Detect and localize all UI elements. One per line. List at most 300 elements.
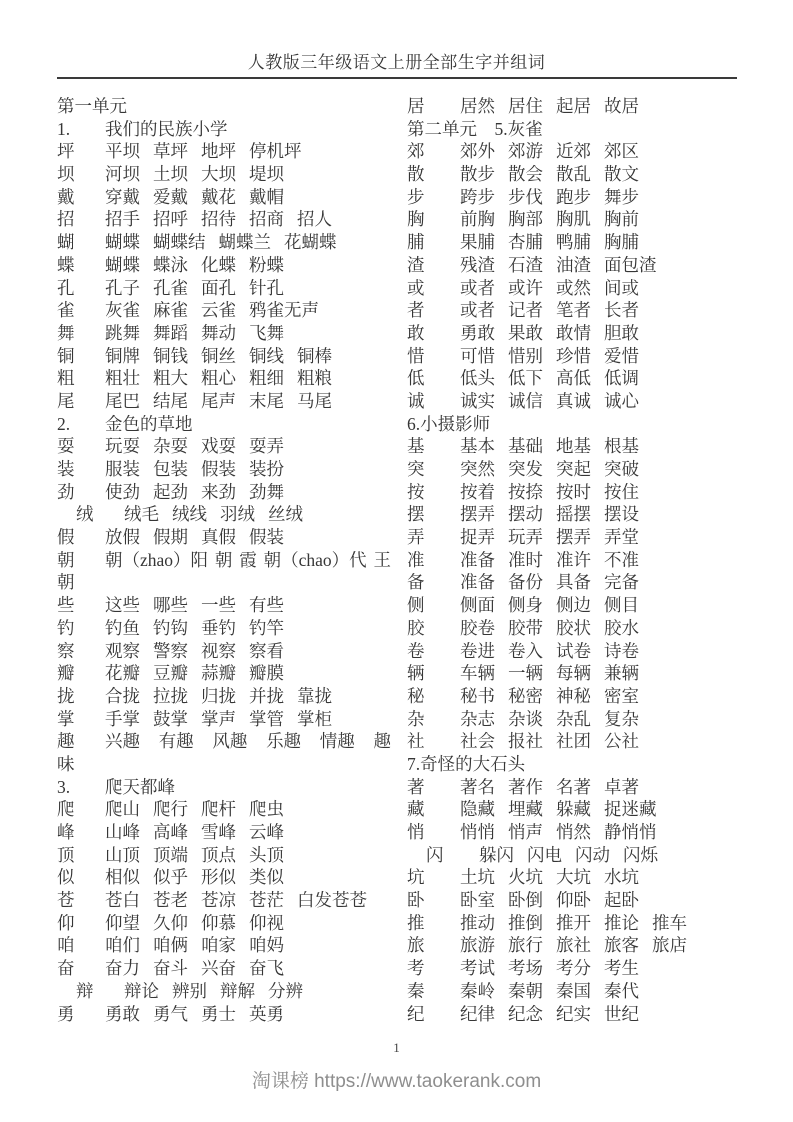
head-character: 卷 bbox=[407, 640, 425, 661]
word-list bbox=[479, 844, 658, 867]
word: 胶状 bbox=[556, 617, 591, 638]
vocab-row bbox=[57, 798, 391, 821]
lesson-number: 2. bbox=[57, 413, 71, 434]
vocab-row bbox=[407, 730, 741, 753]
word: 故居 bbox=[604, 96, 639, 116]
word: 杂谈 bbox=[508, 708, 543, 729]
word: 察看 bbox=[249, 640, 284, 661]
vocab-row bbox=[57, 957, 391, 980]
word-list bbox=[460, 821, 657, 844]
word: 粗壮 bbox=[105, 368, 140, 389]
vocab-row bbox=[407, 957, 741, 980]
vocab-row bbox=[57, 889, 391, 912]
word-list bbox=[105, 821, 284, 844]
vocab-row bbox=[407, 662, 741, 685]
word: 社团 bbox=[556, 731, 591, 752]
word: 或者 bbox=[460, 277, 495, 298]
head-character: 摆 bbox=[407, 504, 425, 525]
word: 假装 bbox=[201, 459, 236, 479]
word: 突破 bbox=[604, 459, 639, 479]
vocab-row bbox=[407, 1003, 741, 1026]
word-list bbox=[105, 299, 319, 322]
word-list bbox=[105, 640, 284, 663]
word: 手掌 bbox=[105, 708, 140, 729]
word: 杂志 bbox=[460, 708, 495, 729]
word-list bbox=[105, 481, 284, 504]
word: 低调 bbox=[604, 368, 639, 389]
word: 归拢 bbox=[201, 685, 236, 706]
word: 似乎 bbox=[153, 867, 188, 888]
head-character: 闪 bbox=[426, 844, 444, 865]
word: 一些 bbox=[201, 595, 236, 616]
word: 麻雀 bbox=[153, 300, 188, 321]
word: 秘书 bbox=[460, 685, 495, 706]
vocab-row bbox=[407, 435, 741, 458]
word: 闪动 bbox=[575, 844, 610, 865]
word: 杏脯 bbox=[508, 232, 543, 253]
head-character: 杂 bbox=[407, 708, 425, 729]
word: 咱俩 bbox=[153, 935, 188, 956]
word-list bbox=[105, 957, 284, 980]
word: 飞舞 bbox=[249, 322, 284, 343]
vocab-row bbox=[57, 526, 391, 549]
word: 著名 bbox=[460, 776, 495, 797]
vocab-row bbox=[407, 231, 741, 254]
vocab-row bbox=[57, 708, 391, 731]
word: 马尾 bbox=[297, 390, 332, 411]
head-character: 考 bbox=[407, 958, 425, 979]
word: 火坑 bbox=[508, 867, 543, 888]
page-title: 人教版三年级语文上册全部生字并组词 bbox=[247, 53, 546, 72]
word: 爬行 bbox=[153, 799, 188, 820]
word: 大坝 bbox=[201, 164, 236, 185]
vocab-row bbox=[407, 526, 741, 549]
word: 装扮 bbox=[249, 459, 284, 479]
word-list bbox=[460, 617, 639, 640]
word: 云雀 bbox=[201, 300, 236, 321]
head-character: 辆 bbox=[407, 663, 425, 684]
word: 粗心 bbox=[201, 368, 236, 389]
word-list bbox=[460, 912, 687, 935]
word: 胶带 bbox=[508, 617, 543, 638]
word: 蝴蝶结 bbox=[153, 232, 206, 253]
word: 假期 bbox=[153, 527, 188, 548]
vocab-row bbox=[407, 208, 741, 231]
word: 卷入 bbox=[508, 640, 543, 661]
word: 胸部 bbox=[508, 209, 543, 230]
word-list bbox=[460, 662, 639, 685]
line-text: 第二单元 5.灰雀 bbox=[407, 118, 543, 139]
head-character: 绒 bbox=[76, 504, 94, 525]
word-list bbox=[460, 526, 639, 549]
head-character: 招 bbox=[57, 209, 75, 230]
word: 跳舞 bbox=[105, 322, 140, 343]
word: 英勇 bbox=[249, 1003, 284, 1024]
word-list bbox=[460, 594, 639, 617]
line-text: 味 bbox=[57, 753, 75, 774]
lesson-number: 3. bbox=[57, 776, 71, 797]
word: 结尾 bbox=[153, 390, 188, 411]
word-list bbox=[460, 730, 639, 753]
word: 舞步 bbox=[604, 186, 639, 207]
word: 按着 bbox=[460, 481, 495, 502]
word: 仰视 bbox=[249, 912, 284, 933]
head-character: 瓣 bbox=[57, 663, 75, 684]
word: 珍惜 bbox=[556, 345, 591, 366]
word: 孔雀 bbox=[153, 277, 188, 298]
word: 起卧 bbox=[604, 890, 639, 911]
head-character: 蝶 bbox=[57, 254, 75, 275]
section-heading bbox=[57, 95, 391, 118]
lesson-title: 爬天都峰 bbox=[105, 776, 175, 797]
word: 卧倒 bbox=[508, 890, 543, 911]
vocab-row bbox=[407, 708, 741, 731]
head-character: 著 bbox=[407, 776, 425, 797]
word: 秘密 bbox=[508, 685, 543, 706]
word-list bbox=[460, 708, 639, 731]
word: 土坝 bbox=[153, 164, 188, 185]
word-list bbox=[460, 254, 657, 277]
word: 有些 bbox=[249, 595, 284, 616]
word-list bbox=[460, 957, 639, 980]
head-character: 辩 bbox=[76, 980, 94, 1001]
word: 纪实 bbox=[556, 1003, 591, 1024]
word: 旅客 bbox=[604, 935, 639, 956]
vocab-row bbox=[57, 458, 391, 481]
word: 考场 bbox=[508, 958, 543, 979]
word: 卧室 bbox=[460, 890, 495, 911]
head-character: 仰 bbox=[57, 912, 75, 933]
head-character: 或 bbox=[407, 277, 425, 298]
word: 戴帽 bbox=[249, 186, 284, 207]
vocab-row bbox=[407, 844, 741, 867]
head-character: 突 bbox=[407, 459, 425, 479]
word-list bbox=[460, 571, 639, 594]
word-list bbox=[105, 549, 391, 572]
word: 居然 bbox=[460, 96, 495, 116]
head-character: 胸 bbox=[407, 209, 425, 230]
word: 著作 bbox=[508, 776, 543, 797]
word: 推开 bbox=[556, 912, 591, 933]
word: 瓣膜 bbox=[249, 663, 284, 684]
word: 掌管 bbox=[249, 708, 284, 729]
vocab-row bbox=[407, 549, 741, 572]
word: 居住 bbox=[508, 96, 543, 116]
vocab-row bbox=[57, 594, 391, 617]
word: 丝绒 bbox=[268, 504, 303, 525]
word: 神秘 bbox=[556, 685, 591, 706]
word-list bbox=[105, 140, 302, 163]
word-list bbox=[460, 776, 639, 799]
word: 兴趣 bbox=[105, 731, 140, 752]
word: 考分 bbox=[556, 958, 591, 979]
word: 苍茫 bbox=[249, 890, 284, 911]
word-list bbox=[460, 798, 657, 821]
word-list bbox=[460, 95, 639, 118]
vocab-row bbox=[407, 934, 741, 957]
word: 山顶 bbox=[105, 844, 140, 865]
word: 兼辆 bbox=[604, 663, 639, 684]
word-list bbox=[105, 277, 284, 300]
word-list bbox=[105, 912, 284, 935]
word: 并拢 bbox=[249, 685, 284, 706]
word-list bbox=[124, 503, 303, 526]
section-heading bbox=[407, 753, 741, 776]
word-list bbox=[105, 118, 228, 141]
word: 铜牌 bbox=[105, 345, 140, 366]
head-character: 坝 bbox=[57, 164, 75, 185]
word: 秦代 bbox=[604, 980, 639, 1001]
word: 郊游 bbox=[508, 141, 543, 162]
word: 咱家 bbox=[201, 935, 236, 956]
word: 奋飞 bbox=[249, 958, 284, 979]
word-list bbox=[460, 481, 639, 504]
head-character: 假 bbox=[57, 527, 75, 548]
word: 苍白 bbox=[105, 890, 140, 911]
word: 水坑 bbox=[604, 867, 639, 888]
vocab-row bbox=[407, 254, 741, 277]
word: 雪峰 bbox=[201, 822, 236, 842]
word: 羽绒 bbox=[220, 504, 255, 525]
head-character: 铜 bbox=[57, 345, 75, 366]
word: 纪律 bbox=[460, 1003, 495, 1024]
word: 近郊 bbox=[556, 141, 591, 162]
head-character: 居 bbox=[407, 96, 425, 116]
word: 辩论 bbox=[124, 980, 159, 1001]
word-list bbox=[105, 594, 284, 617]
word: 鼓掌 bbox=[153, 708, 188, 729]
head-character: 散 bbox=[407, 164, 425, 185]
vocab-row bbox=[407, 912, 741, 935]
word-list bbox=[460, 186, 639, 209]
word: 杂耍 bbox=[153, 436, 188, 457]
word-list bbox=[460, 367, 639, 390]
word: 躲闪 bbox=[479, 844, 514, 865]
head-character: 尾 bbox=[57, 390, 75, 411]
word: 蝴蝶 bbox=[105, 232, 140, 253]
word: 石渣 bbox=[508, 254, 543, 275]
vocab-row bbox=[57, 980, 391, 1003]
vocab-row bbox=[407, 776, 741, 799]
head-character: 脯 bbox=[407, 232, 425, 253]
word: 散步 bbox=[460, 164, 495, 185]
word: 舞动 bbox=[201, 322, 236, 343]
word-list bbox=[460, 299, 639, 322]
head-character: 郊 bbox=[407, 141, 425, 162]
vocab-row bbox=[57, 299, 391, 322]
word: 每辆 bbox=[556, 663, 591, 684]
word: 奋力 bbox=[105, 958, 140, 979]
word: 顶点 bbox=[201, 844, 236, 865]
head-character: 秦 bbox=[407, 980, 425, 1001]
word: 招呼 bbox=[153, 209, 188, 230]
word: 鸭脯 bbox=[556, 232, 591, 253]
word-list bbox=[105, 1003, 284, 1026]
word: 记者 bbox=[508, 300, 543, 321]
head-character: 似 bbox=[57, 867, 75, 888]
vocab-row bbox=[407, 163, 741, 186]
word-list bbox=[105, 730, 391, 753]
vocab-row bbox=[57, 866, 391, 889]
word: 久仰 bbox=[153, 912, 188, 933]
word: 准许 bbox=[556, 549, 591, 570]
word: 悄声 bbox=[508, 822, 543, 842]
word: 车辆 bbox=[460, 663, 495, 684]
word-list bbox=[124, 980, 303, 1003]
word: 孔子 bbox=[105, 277, 140, 298]
vocab-row bbox=[407, 889, 741, 912]
word: 敢情 bbox=[556, 322, 591, 343]
word: 散会 bbox=[508, 164, 543, 185]
word: 或者 bbox=[460, 300, 495, 321]
word: 视察 bbox=[201, 640, 236, 661]
word: 胸肌 bbox=[556, 209, 591, 230]
word: 摆弄 bbox=[460, 504, 495, 525]
word-list bbox=[105, 413, 193, 436]
word: 侧目 bbox=[604, 595, 639, 616]
word: 闪电 bbox=[527, 844, 562, 865]
word: 堤坝 bbox=[249, 164, 284, 185]
left-column bbox=[57, 95, 391, 1025]
word-list bbox=[105, 844, 284, 867]
word: 悄然 bbox=[556, 822, 591, 842]
vocab-row bbox=[57, 912, 391, 935]
word: 躲藏 bbox=[556, 799, 591, 820]
word: 卷进 bbox=[460, 640, 495, 661]
vocab-row bbox=[407, 390, 741, 413]
head-character: 耍 bbox=[57, 436, 75, 457]
word: 准备 bbox=[460, 572, 495, 593]
word: 具备 bbox=[556, 572, 591, 593]
word-list bbox=[105, 390, 332, 413]
word-list bbox=[105, 322, 284, 345]
word: 准时 bbox=[508, 549, 543, 570]
word: 山峰 bbox=[105, 822, 140, 842]
head-character: 掌 bbox=[57, 708, 75, 729]
word: 捉迷藏 bbox=[604, 799, 657, 820]
head-character: 蝴 bbox=[57, 232, 75, 253]
word: 旅游 bbox=[460, 935, 495, 956]
word: 粗细 bbox=[249, 368, 284, 389]
word: 劲舞 bbox=[249, 481, 284, 502]
word: 考生 bbox=[604, 958, 639, 979]
word-list bbox=[105, 345, 332, 368]
word: 顶端 bbox=[153, 844, 188, 865]
word: 不准 bbox=[604, 549, 639, 570]
word: 豆瓣 bbox=[153, 663, 188, 684]
lesson-title: 我们的民族小学 bbox=[105, 118, 228, 139]
continuation-line bbox=[57, 753, 391, 776]
head-character: 秘 bbox=[407, 685, 425, 706]
vocab-row bbox=[57, 844, 391, 867]
vocab-row bbox=[407, 617, 741, 640]
word-list bbox=[460, 163, 639, 186]
word: 白发苍苍 bbox=[297, 890, 367, 911]
word: 勇敢 bbox=[105, 1003, 140, 1024]
word: 静悄悄 bbox=[604, 822, 657, 842]
word: 戴花 bbox=[201, 186, 236, 207]
word: 爬山 bbox=[105, 799, 140, 820]
word-list bbox=[105, 798, 284, 821]
word: 报社 bbox=[508, 731, 543, 752]
head-character: 察 bbox=[57, 640, 75, 661]
head-character: 旅 bbox=[407, 935, 425, 956]
word: 社会 bbox=[460, 731, 495, 752]
word: 情趣 bbox=[319, 731, 355, 752]
word: 侧面 bbox=[460, 595, 495, 616]
word: 摆弄 bbox=[556, 527, 591, 548]
word: 笔者 bbox=[556, 300, 591, 321]
word: 胸脯 bbox=[604, 232, 639, 253]
vocab-row bbox=[407, 95, 741, 118]
head-character: 纪 bbox=[407, 1003, 425, 1024]
word: 散乱 bbox=[556, 164, 591, 185]
word: 蝴蝶 bbox=[105, 254, 140, 275]
word-list bbox=[460, 208, 639, 231]
word: 备份 bbox=[508, 572, 543, 593]
word: 世纪 bbox=[604, 1003, 639, 1024]
word: 突起 bbox=[556, 459, 591, 479]
page-number: 1 bbox=[393, 1040, 400, 1055]
vocab-row bbox=[57, 140, 391, 163]
head-character: 侧 bbox=[407, 595, 425, 616]
line-text: 第一单元 bbox=[57, 96, 127, 116]
vocab-row bbox=[57, 1003, 391, 1026]
lesson-heading-row bbox=[57, 118, 391, 141]
word-list bbox=[460, 934, 687, 957]
word-list bbox=[460, 549, 639, 572]
vocab-row bbox=[407, 571, 741, 594]
word: 钓钩 bbox=[153, 617, 188, 638]
head-character: 爬 bbox=[57, 799, 75, 820]
vocab-row bbox=[57, 208, 391, 231]
word: 秦朝 bbox=[508, 980, 543, 1001]
word: 舞蹈 bbox=[153, 322, 188, 343]
word-list bbox=[460, 277, 639, 300]
word: 散文 bbox=[604, 164, 639, 185]
word: 诗卷 bbox=[604, 640, 639, 661]
head-character: 渣 bbox=[407, 254, 425, 275]
head-character: 基 bbox=[407, 436, 425, 457]
head-character: 推 bbox=[407, 912, 425, 933]
word: 真诚 bbox=[556, 390, 591, 411]
word: 地坪 bbox=[201, 141, 236, 162]
head-character: 粗 bbox=[57, 368, 75, 389]
vocab-row bbox=[407, 866, 741, 889]
word: 杂乱 bbox=[556, 708, 591, 729]
word: 起劲 bbox=[153, 481, 188, 502]
word: 胆敢 bbox=[604, 322, 639, 343]
word: 复杂 bbox=[604, 708, 639, 729]
word: 诚实 bbox=[460, 390, 495, 411]
word: 摇摆 bbox=[556, 504, 591, 525]
word: 埋藏 bbox=[508, 799, 543, 820]
word: 苍凉 bbox=[201, 890, 236, 911]
word: 朝（zhao）阳 bbox=[105, 549, 209, 570]
head-character: 按 bbox=[407, 481, 425, 502]
word: 跑步 bbox=[556, 186, 591, 207]
word: 根基 bbox=[604, 436, 639, 457]
vocab-row bbox=[57, 163, 391, 186]
vocab-row bbox=[57, 367, 391, 390]
line-text: 朝 bbox=[57, 572, 75, 593]
word: 掌声 bbox=[201, 708, 236, 729]
word: 郊外 bbox=[460, 141, 495, 162]
section-heading bbox=[407, 118, 741, 141]
word: 旅社 bbox=[556, 935, 591, 956]
word: 咱妈 bbox=[249, 935, 284, 956]
word: 考试 bbox=[460, 958, 495, 979]
